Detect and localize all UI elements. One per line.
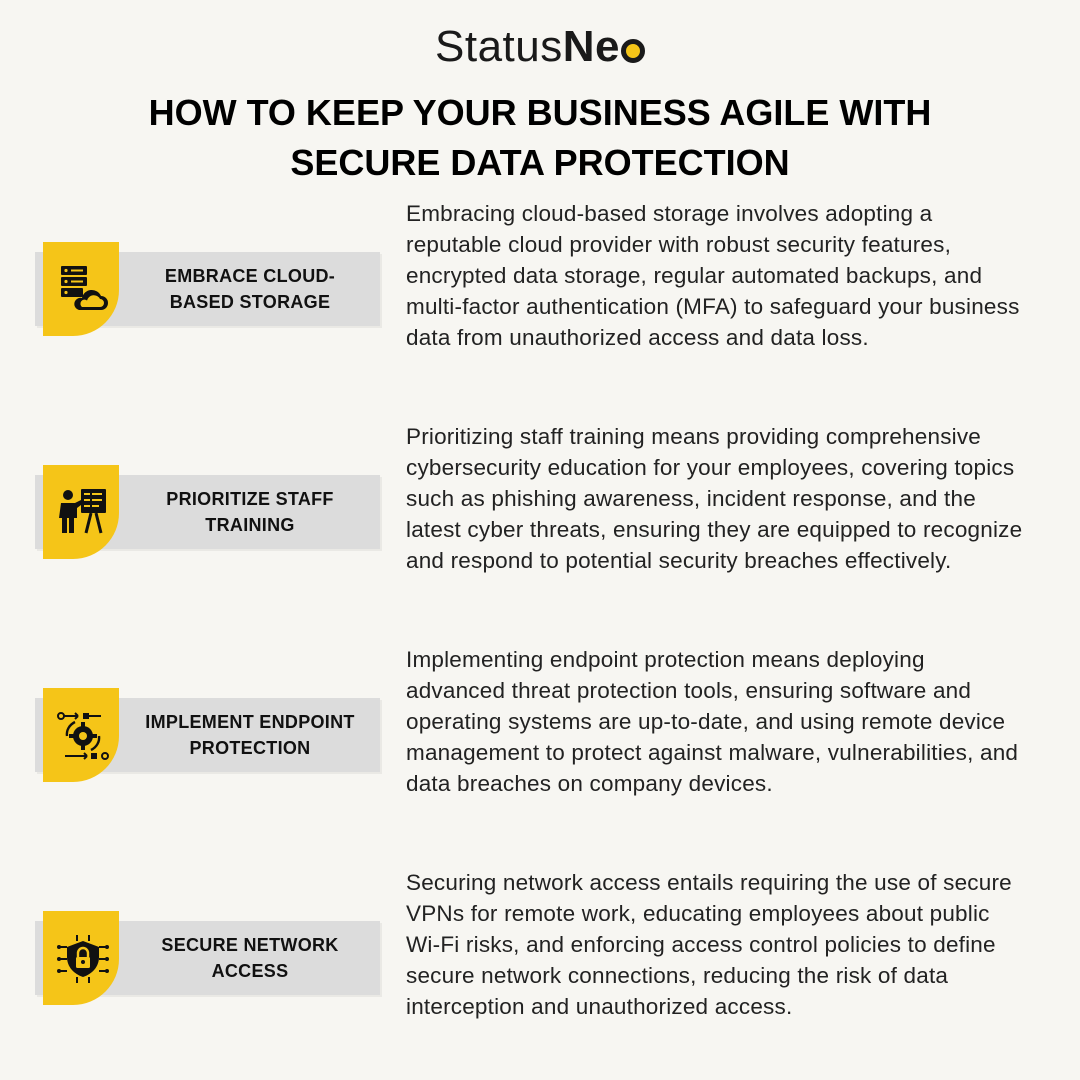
- page-title: [60, 88, 1020, 188]
- tip-title: SECURE NETWORK ACCESS: [161, 935, 339, 981]
- tip-title: IMPLEMENT ENDPOINT PROTECTION: [145, 712, 355, 758]
- tip-description: Securing network access entails requiring the use of secure VPNs for remote work, educating employees about public Wi-Fi risks, and enforcing access control policies to define secure network connections, reducing the risk of data interception and unauthorized access.: [406, 870, 1012, 1019]
- tip-description: Prioritizing staff training means providing comprehensive cybersecurity education for your employees, covering topics such as phishing awareness, incident response, and the latest cyber threats, ensuring they are equipped to recognize and respond to potential security breaches effectively.: [406, 424, 1023, 573]
- tip-card-staff-training: [35, 465, 380, 565]
- brand-o-mark-icon: [621, 39, 645, 63]
- title-line-2: SECURE DATA PROTECTION: [290, 142, 790, 183]
- cloud-server-icon: [57, 264, 109, 316]
- title-line-1: HOW TO KEEP YOUR BUSINESS AGILE WITH: [148, 92, 932, 133]
- tip-title: EMBRACE CLOUD- BASED STORAGE: [164, 266, 336, 312]
- gear-workflow-icon: [57, 710, 109, 762]
- shield-lock-network-icon: [57, 933, 109, 985]
- brand-neo-text: Ne: [562, 22, 620, 71]
- tip-description: Embracing cloud-based storage involves adopting a reputable cloud provider with robust security features, encrypted data storage, regular automated backups, and multi-factor authentication (MFA) to safeguard your business data from unauthorized access and data loss.: [406, 201, 1020, 350]
- tip-card-cloud-storage: [35, 242, 380, 342]
- presentation-training-icon: [57, 487, 109, 539]
- tip-title: PRIORITIZE STAFF TRAINING: [166, 489, 334, 535]
- brand-logo: [0, 22, 1080, 72]
- brand-status-text: Status: [435, 22, 563, 71]
- tip-description: Implementing endpoint protection means deploying advanced threat protection tools, ensuring software and operating systems are up-to-date, and using remote device management to protect against malware, vulnerabilities, and data breaches on company devices.: [406, 647, 1019, 796]
- tip-card-network-access: [35, 911, 380, 1011]
- tip-card-endpoint-protection: [35, 688, 380, 788]
